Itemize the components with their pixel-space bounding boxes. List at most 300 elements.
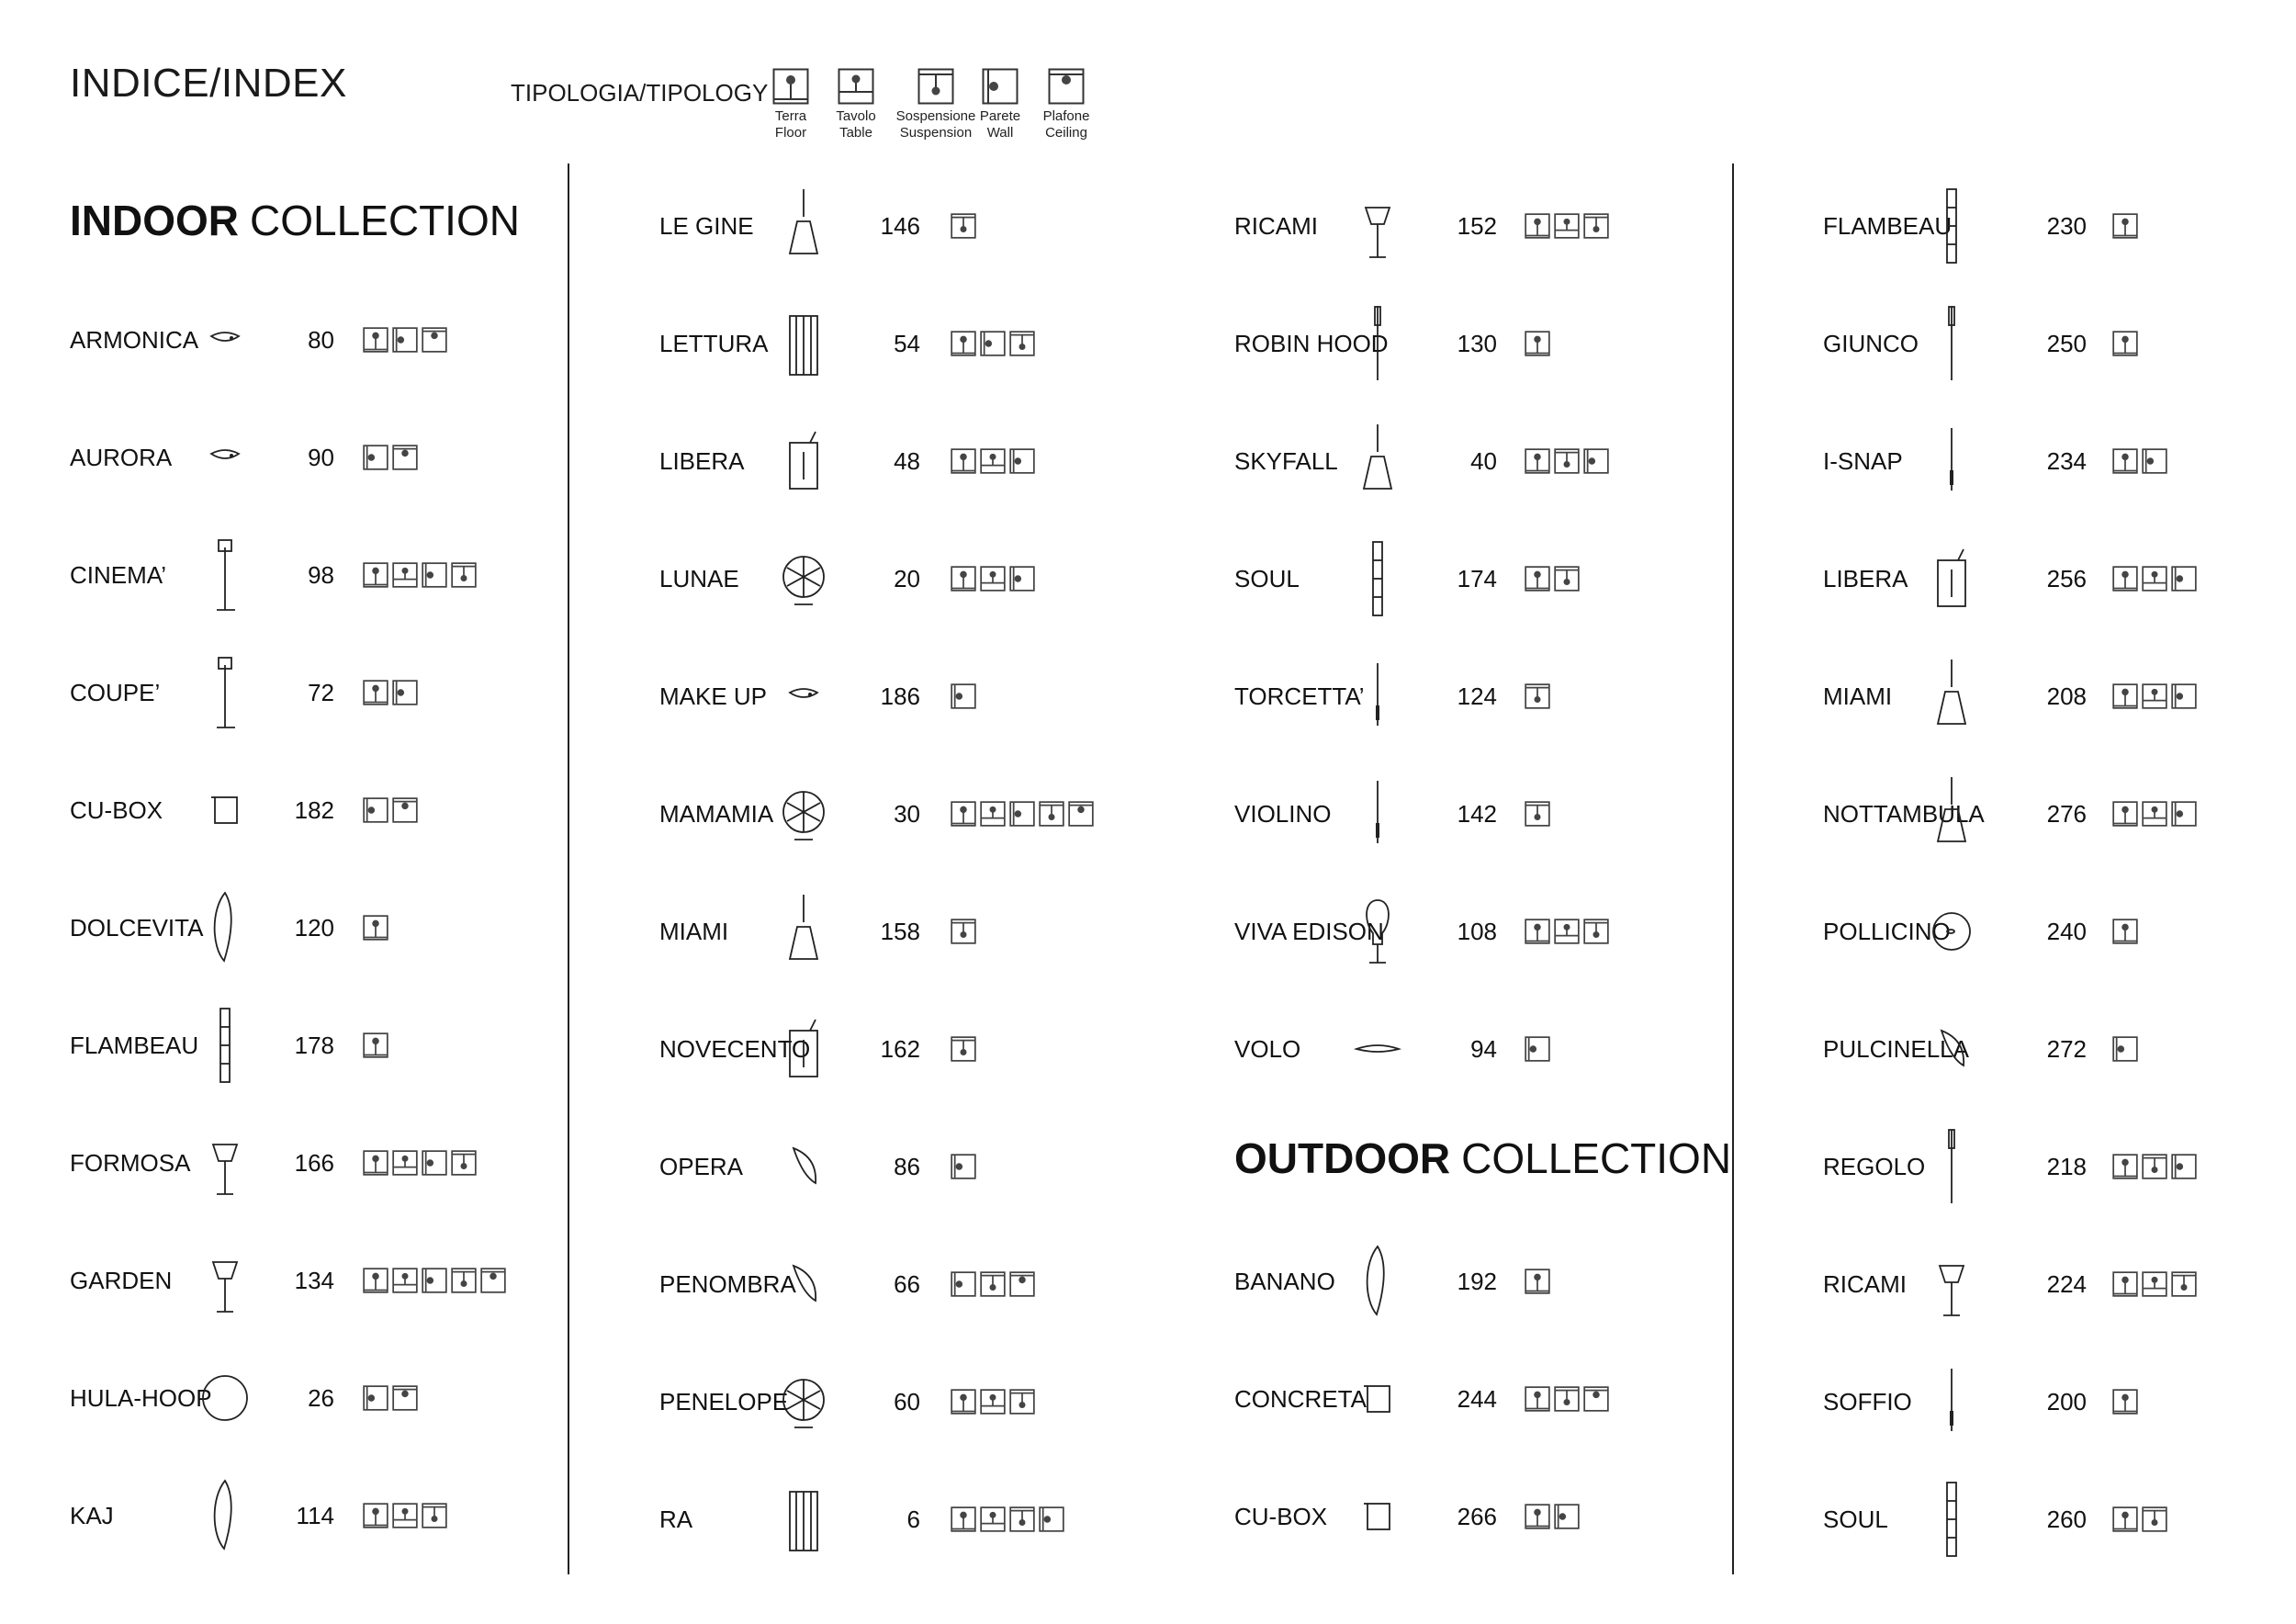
index-entry[interactable]: [70, 647, 566, 739]
entry-typologies: [2112, 448, 2167, 476]
novecento-lamp-icon: [762, 1003, 845, 1095]
entry-name: VOLO: [1234, 1035, 1301, 1063]
legend-suspension-it: Sospensione: [895, 108, 976, 124]
entry-typologies: [363, 915, 388, 942]
column-divider: [568, 164, 569, 1574]
armonica-lamp-icon: [184, 294, 266, 386]
suspension-type-icon: [951, 1036, 976, 1064]
legend-table-it: Tavolo: [836, 108, 876, 124]
entry-name: SOFFIO: [1823, 1388, 1912, 1415]
wall-type-icon: [951, 1271, 976, 1299]
entry-typologies: [1525, 683, 1550, 711]
floor-type-icon: [1525, 331, 1550, 358]
legend-ceiling-en: Ceiling: [1045, 125, 1087, 141]
floor-type-icon: [772, 68, 809, 105]
entry-page-number: 244: [1457, 1385, 1497, 1413]
floor-type-icon: [2112, 1389, 2138, 1416]
violino-lamp-icon: [1336, 768, 1419, 860]
entry-page-number: 66: [894, 1270, 920, 1298]
entry-name: DOLCEVITA: [70, 914, 204, 942]
entry-page-number: 192: [1457, 1268, 1497, 1295]
floor-type-icon: [363, 562, 388, 590]
entry-name: NOVECENTO: [659, 1035, 811, 1063]
cu-box-outdoor-lamp-icon: [1336, 1471, 1419, 1562]
concreta-lamp-icon: [1336, 1353, 1419, 1445]
entry-typologies: [2112, 919, 2138, 946]
entry-page-number: 134: [294, 1267, 334, 1294]
wall-type-icon: [1583, 448, 1609, 476]
suspension-type-icon: [1554, 1386, 1580, 1414]
entry-typologies: [1525, 801, 1550, 829]
entry-page-number: 98: [308, 561, 334, 589]
entry-name: CINEMA’: [70, 561, 166, 589]
entry-page-number: 48: [894, 447, 920, 475]
entry-name: CU-BOX: [70, 796, 163, 824]
entry-name: TORCETTA’: [1234, 682, 1365, 710]
floor-type-icon: [1525, 919, 1550, 946]
entry-page-number: 6: [906, 1506, 920, 1533]
entry-name: ROBIN HOOD: [1234, 330, 1389, 357]
suspension-type-icon: [2171, 1271, 2197, 1299]
make-up-lamp-icon: [762, 650, 845, 742]
index-entry[interactable]: [1823, 1356, 2296, 1448]
entry-name: FLAMBEAU: [1823, 212, 1953, 240]
floor-type-icon: [2112, 448, 2138, 476]
garden-lamp-icon: [184, 1235, 266, 1326]
floor-type-icon: [2112, 919, 2138, 946]
formosa-lamp-icon: [184, 1117, 266, 1209]
index-entry[interactable]: [1823, 298, 2296, 389]
table-type-icon: [2142, 566, 2167, 593]
suspension-type-icon: [451, 1150, 477, 1178]
entry-typologies: [2112, 801, 2197, 829]
libera-lamp-icon: [762, 415, 845, 507]
entry-name: PENELOPE: [659, 1388, 789, 1415]
pollicino-lamp-icon: [1910, 885, 1993, 977]
entry-name: CONCRETA: [1234, 1385, 1367, 1413]
entry-typologies: [363, 797, 418, 825]
ra-lamp-icon: [762, 1473, 845, 1565]
entry-page-number: 80: [308, 326, 334, 354]
index-entry[interactable]: [1823, 533, 2296, 625]
floor-type-icon: [363, 680, 388, 707]
entry-name: CU-BOX: [1234, 1503, 1328, 1530]
entry-page-number: 26: [308, 1384, 334, 1412]
floor-type-icon: [2112, 801, 2138, 829]
suspension-type-icon: [1525, 683, 1550, 711]
wall-type-icon: [951, 683, 976, 711]
entry-typologies: [2112, 566, 2197, 593]
entry-typologies: [1525, 1386, 1609, 1414]
hula-hoop-lamp-icon: [184, 1352, 266, 1444]
index-entry[interactable]: [659, 180, 1155, 272]
ricami-outdoor-lamp-icon: [1910, 1238, 1993, 1330]
floor-type-icon: [363, 915, 388, 942]
entry-name: MIAMI: [1823, 682, 1893, 710]
entry-typologies: [1525, 448, 1609, 476]
index-entry[interactable]: [1234, 533, 1730, 625]
entry-page-number: 124: [1457, 682, 1497, 710]
index-entry[interactable]: [1823, 415, 2296, 507]
floor-type-icon: [1525, 1269, 1550, 1296]
entry-page-number: 182: [294, 796, 334, 824]
index-entry[interactable]: [70, 529, 566, 621]
wall-type-icon: [1009, 566, 1035, 593]
entry-name: VIOLINO: [1234, 800, 1332, 828]
entry-page-number: 208: [2046, 682, 2087, 710]
entry-page-number: 108: [1457, 918, 1497, 945]
entry-typologies: [1525, 213, 1609, 241]
entry-typologies: [1525, 1269, 1550, 1296]
soul-lamp-icon: [1336, 533, 1419, 625]
entry-typologies: [951, 213, 976, 241]
floor-type-icon: [951, 1506, 976, 1534]
table-type-icon: [980, 1506, 1006, 1534]
suspension-type-icon: [1554, 566, 1580, 593]
table-type-icon: [392, 1503, 418, 1530]
table-type-icon: [2142, 801, 2167, 829]
table-type-icon: [2142, 683, 2167, 711]
mamamia-lamp-icon: [762, 768, 845, 860]
entry-page-number: 130: [1457, 330, 1497, 357]
floor-type-icon: [2112, 1506, 2138, 1534]
floor-type-icon: [951, 566, 976, 593]
index-entry[interactable]: [70, 882, 566, 974]
entry-name: ARMONICA: [70, 326, 199, 354]
index-entry[interactable]: [1234, 1471, 1730, 1562]
wall-type-icon: [1009, 448, 1035, 476]
legend-wall-it: Parete: [979, 108, 1021, 124]
entry-page-number: 266: [1457, 1503, 1497, 1530]
suspension-type-icon: [1039, 801, 1064, 829]
table-type-icon: [392, 1268, 418, 1295]
entry-page-number: 20: [894, 565, 920, 592]
entry-typologies: [2112, 683, 2197, 711]
ricami-lamp-icon: [1336, 180, 1419, 272]
entry-typologies: [951, 448, 1035, 476]
entry-page-number: 114: [296, 1502, 334, 1529]
entry-name: LIBERA: [659, 447, 745, 475]
entry-page-number: 158: [880, 918, 920, 945]
index-entry[interactable]: [1823, 180, 2296, 272]
cu-box-lamp-icon: [184, 764, 266, 856]
entry-page-number: 166: [294, 1149, 334, 1177]
entry-name: MAMAMIA: [659, 800, 774, 828]
wall-type-icon: [982, 68, 1019, 105]
entry-name: LUNAE: [659, 565, 739, 592]
indoor-collection-title: [70, 195, 520, 246]
index-entry[interactable]: [659, 533, 1155, 625]
legend-floor-en: Floor: [774, 125, 807, 141]
floor-type-icon: [2112, 331, 2138, 358]
torcetta-lamp-icon: [1336, 650, 1419, 742]
index-entry[interactable]: [1823, 768, 2296, 860]
entry-name: MIAMI: [659, 918, 729, 945]
suspension-type-icon: [1554, 448, 1580, 476]
entry-typologies: [2112, 331, 2138, 358]
libera-outdoor-lamp-icon: [1910, 533, 1993, 625]
miami-lamp-icon: [762, 885, 845, 977]
index-entry[interactable]: [1234, 885, 1730, 977]
floor-type-icon: [2112, 1271, 2138, 1299]
wall-type-icon: [2171, 801, 2197, 829]
index-entry[interactable]: [1823, 1121, 2296, 1212]
wall-type-icon: [2171, 1154, 2197, 1181]
entry-name: RICAMI: [1234, 212, 1318, 240]
entry-name: LE GINE: [659, 212, 754, 240]
cinema-lamp-icon: [184, 529, 266, 621]
entry-name: RICAMI: [1823, 1270, 1907, 1298]
suspension-type-icon: [1009, 331, 1035, 358]
suspension-type-icon: [451, 1268, 477, 1295]
floor-type-icon: [363, 1268, 388, 1295]
index-entry[interactable]: [659, 1356, 1155, 1448]
ceiling-type-icon: [392, 1385, 418, 1413]
miami-outdoor-lamp-icon: [1910, 650, 1993, 742]
wall-type-icon: [1554, 1504, 1580, 1531]
soul-outdoor-lamp-icon: [1910, 1473, 1993, 1565]
table-type-icon: [1554, 213, 1580, 241]
entry-name: OPERA: [659, 1153, 744, 1180]
entry-page-number: 230: [2046, 212, 2087, 240]
entry-name: PULCINELLA: [1823, 1035, 1969, 1063]
index-entry[interactable]: [659, 768, 1155, 860]
entry-typologies: [2112, 1389, 2138, 1416]
entry-typologies: [1525, 331, 1550, 358]
entry-name: SOUL: [1823, 1506, 1888, 1533]
ceiling-type-icon: [1009, 1271, 1035, 1299]
entry-name: POLLICINO: [1823, 918, 1951, 945]
entry-page-number: 86: [894, 1153, 920, 1180]
index-entry[interactable]: [70, 1470, 566, 1562]
index-entry[interactable]: [1823, 885, 2296, 977]
suspension-type-icon: [951, 919, 976, 946]
entry-typologies: [363, 1385, 418, 1413]
outdoor-title-bold: OUTDOOR: [1234, 1134, 1451, 1182]
outdoor-collection-title: [1234, 1133, 1731, 1184]
index-entry[interactable]: [70, 412, 566, 503]
floor-type-icon: [363, 1032, 388, 1060]
entry-page-number: 272: [2046, 1035, 2087, 1063]
suspension-type-icon: [451, 562, 477, 590]
ceiling-type-icon: [422, 327, 447, 355]
index-entry[interactable]: [70, 1117, 566, 1209]
entry-typologies: [1525, 1504, 1580, 1531]
entry-typologies: [951, 919, 976, 946]
legend-wall-en: Wall: [986, 125, 1014, 141]
entry-name: COUPE’: [70, 679, 161, 706]
entry-page-number: 186: [880, 682, 920, 710]
ceiling-type-icon: [392, 445, 418, 472]
index-entry[interactable]: [659, 1121, 1155, 1212]
floor-type-icon: [951, 331, 976, 358]
suspension-type-icon: [980, 1271, 1006, 1299]
table-type-icon: [980, 448, 1006, 476]
table-type-icon: [838, 68, 874, 105]
entry-page-number: 30: [894, 800, 920, 828]
index-entry[interactable]: [1234, 1235, 1730, 1327]
wall-type-icon: [1039, 1506, 1064, 1534]
wall-type-icon: [392, 327, 418, 355]
entry-page-number: 178: [294, 1032, 334, 1059]
entry-typologies: [1525, 566, 1580, 593]
index-entry[interactable]: [659, 1003, 1155, 1095]
entry-name: VIVA EDISON: [1234, 918, 1384, 945]
entry-typologies: [1525, 1036, 1550, 1064]
ceiling-type-icon: [1583, 1386, 1609, 1414]
index-entry[interactable]: [1823, 1003, 2296, 1095]
wall-type-icon: [2112, 1036, 2138, 1064]
entry-typologies: [363, 1032, 388, 1060]
entry-typologies: [363, 1503, 447, 1530]
penombra-lamp-icon: [762, 1238, 845, 1330]
floor-type-icon: [1525, 213, 1550, 241]
indoor-title-bold: INDOOR: [70, 197, 239, 244]
suspension-type-icon: [1009, 1506, 1035, 1534]
index-entry[interactable]: [1234, 1353, 1730, 1445]
index-entry[interactable]: [1234, 298, 1730, 389]
entry-page-number: 120: [294, 914, 334, 942]
entry-name: MAKE UP: [659, 682, 768, 710]
i-snap-lamp-icon: [1910, 415, 1993, 507]
index-entry[interactable]: [70, 1235, 566, 1326]
index-entry[interactable]: [1234, 650, 1730, 742]
index-entry[interactable]: [659, 885, 1155, 977]
index-entry[interactable]: [70, 764, 566, 856]
outdoor-title-light: COLLECTION: [1461, 1134, 1732, 1182]
entry-page-number: 224: [2046, 1270, 2087, 1298]
entry-page-number: 54: [894, 330, 920, 357]
index-entry[interactable]: [659, 298, 1155, 389]
table-type-icon: [1554, 919, 1580, 946]
page-title: INDICE/INDEX: [70, 61, 347, 106]
index-entry[interactable]: [70, 294, 566, 386]
typology-label: TIPOLOGIA/TIPOLOGY: [511, 79, 769, 107]
legend-table: [812, 68, 900, 141]
index-entry[interactable]: [1823, 1473, 2296, 1565]
index-entry[interactable]: [1823, 1238, 2296, 1330]
entry-page-number: 218: [2046, 1153, 2087, 1180]
entry-page-number: 90: [308, 444, 334, 471]
entry-name: RA: [659, 1506, 693, 1533]
entry-name: GIUNCO: [1823, 330, 1919, 357]
entry-name: AURORA: [70, 444, 173, 471]
flambeau-lamp-icon: [184, 999, 266, 1091]
entry-page-number: 250: [2046, 330, 2087, 357]
entry-typologies: [1525, 919, 1609, 946]
entry-page-number: 234: [2046, 447, 2087, 475]
index-entry[interactable]: [1234, 415, 1730, 507]
entry-typologies: [951, 331, 1035, 358]
entry-typologies: [2112, 213, 2138, 241]
wall-type-icon: [1009, 801, 1035, 829]
floor-type-icon: [2112, 683, 2138, 711]
entry-page-number: 260: [2046, 1506, 2087, 1533]
floor-type-icon: [363, 1150, 388, 1178]
dolcevita-lamp-icon: [184, 882, 266, 974]
entry-name: SOUL: [1234, 565, 1300, 592]
entry-typologies: [2112, 1506, 2167, 1534]
suspension-type-icon: [1583, 919, 1609, 946]
nottambula-lamp-icon: [1910, 768, 1993, 860]
suspension-type-icon: [2142, 1506, 2167, 1534]
ceiling-type-icon: [392, 797, 418, 825]
entry-typologies: [951, 1154, 976, 1181]
floor-type-icon: [1525, 448, 1550, 476]
ceiling-type-icon: [1048, 68, 1085, 105]
entry-page-number: 240: [2046, 918, 2087, 945]
index-entry[interactable]: [1234, 180, 1730, 272]
entry-page-number: 72: [308, 679, 334, 706]
index-entry[interactable]: [659, 1473, 1155, 1565]
entry-typologies: [2112, 1036, 2138, 1064]
entry-name: REGOLO: [1823, 1153, 1926, 1180]
entry-typologies: [363, 445, 418, 472]
wall-type-icon: [422, 1150, 447, 1178]
entry-typologies: [363, 327, 447, 355]
wall-type-icon: [363, 1385, 388, 1413]
index-entry[interactable]: [70, 1352, 566, 1444]
wall-type-icon: [422, 562, 447, 590]
coupe-lamp-icon: [184, 647, 266, 739]
pulcinella-lamp-icon: [1910, 1003, 1993, 1095]
lunae-lamp-icon: [762, 533, 845, 625]
index-entry[interactable]: [659, 1238, 1155, 1330]
wall-type-icon: [422, 1268, 447, 1295]
suspension-type-icon: [1009, 1389, 1035, 1416]
suspension-type-icon: [1583, 213, 1609, 241]
entry-page-number: 146: [880, 212, 920, 240]
suspension-type-icon: [2142, 1154, 2167, 1181]
entry-name: HULA-HOOP: [70, 1384, 212, 1412]
index-entry[interactable]: [1234, 768, 1730, 860]
legend-suspension-en: Suspension: [899, 125, 973, 141]
legend-floor-it: Terra: [774, 108, 807, 124]
skyfall-lamp-icon: [1336, 415, 1419, 507]
entry-typologies: [363, 562, 477, 590]
entry-page-number: 200: [2046, 1388, 2087, 1415]
entry-name: NOTTAMBULA: [1823, 800, 1985, 828]
ceiling-type-icon: [480, 1268, 506, 1295]
viva-edison-lamp-icon: [1336, 885, 1419, 977]
entry-name: PENOMBRA: [659, 1270, 796, 1298]
floor-type-icon: [1525, 1386, 1550, 1414]
entry-name: GARDEN: [70, 1267, 173, 1294]
index-entry[interactable]: [659, 650, 1155, 742]
aurora-lamp-icon: [184, 412, 266, 503]
entry-name: LETTURA: [659, 330, 769, 357]
indoor-title-light: COLLECTION: [250, 197, 520, 244]
robin-hood-lamp-icon: [1336, 298, 1419, 389]
entry-typologies: [951, 1036, 976, 1064]
index-entry[interactable]: [1234, 1003, 1730, 1095]
legend-ceiling-it: Plafone: [1042, 108, 1090, 124]
wall-type-icon: [2171, 683, 2197, 711]
soffio-lamp-icon: [1910, 1356, 1993, 1448]
opera-lamp-icon: [762, 1121, 845, 1212]
floor-type-icon: [951, 1389, 976, 1416]
index-entry[interactable]: [70, 999, 566, 1091]
entry-name: BANANO: [1234, 1268, 1335, 1295]
index-entry[interactable]: [659, 415, 1155, 507]
index-entry[interactable]: [1823, 650, 2296, 742]
regolo-lamp-icon: [1910, 1121, 1993, 1212]
floor-type-icon: [2112, 566, 2138, 593]
wall-type-icon: [951, 1154, 976, 1181]
entry-typologies: [951, 566, 1035, 593]
entry-typologies: [363, 1268, 506, 1295]
entry-name: I-SNAP: [1823, 447, 1903, 475]
